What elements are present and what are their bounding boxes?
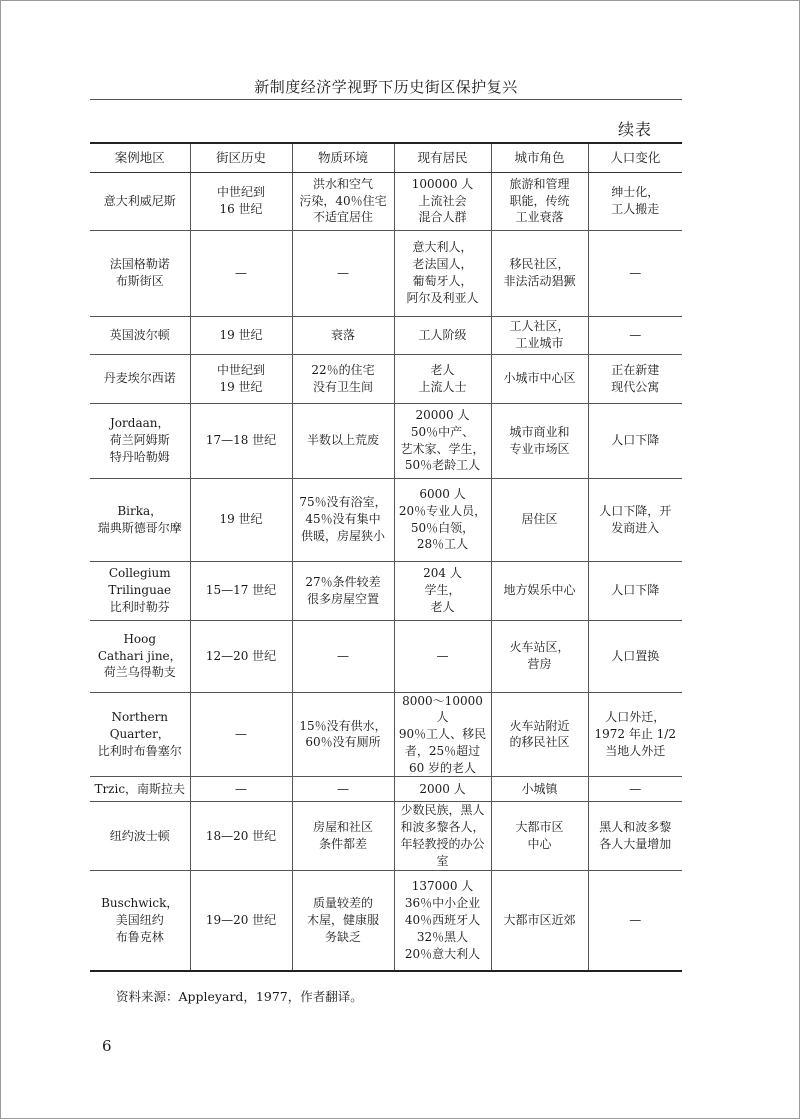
table-header-row — [90, 143, 682, 172]
table-cell: 衰落 — [292, 316, 394, 354]
table-cell: 法国格勒诺 布斯街区 — [90, 230, 190, 316]
table-cell: — — [588, 230, 682, 316]
table-cell: 137000 人 36％中小企业 40％西班牙人 32％黑人 20％意大利人 — [394, 870, 491, 971]
table-cell: 22％的住宅 没有卫生间 — [292, 354, 394, 403]
table-cell: 正在新建 现代公寓 — [588, 354, 682, 403]
table-cell: — — [190, 230, 292, 316]
table-cell: Hoog Cathari jine， 荷兰乌得勒支 — [90, 620, 190, 692]
table-cell: 人口下降，开 发商进入 — [588, 478, 682, 561]
table-row — [90, 172, 682, 230]
page-number: 6 — [102, 1037, 112, 1055]
table-cell: 15％没有供水， 60％没有厕所 — [292, 692, 394, 777]
table-cell: 大都市区近郊 — [491, 870, 588, 971]
table-cell: 204 人 学生， 老人 — [394, 561, 491, 620]
table-cell: — — [394, 620, 491, 692]
table-cell: 15—17 世纪 — [190, 561, 292, 620]
table-cell: 黑人和波多黎 各人大量增加 — [588, 802, 682, 870]
table-cell: 人口置换 — [588, 620, 682, 692]
table-cell: 17—18 世纪 — [190, 403, 292, 478]
table-cell: 旅游和管理 职能，传统 工业衰落 — [491, 172, 588, 230]
table-cell: 居住区 — [491, 478, 588, 561]
table-cell: 城市商业和 专业市场区 — [491, 403, 588, 478]
table-cell: — — [190, 777, 292, 802]
table-cell: 小城市中心区 — [491, 354, 588, 403]
table-cell: — — [588, 777, 682, 802]
table-cell: Birka， 瑞典斯德哥尔摩 — [90, 478, 190, 561]
table-cell: Trzic，南斯拉夫 — [90, 777, 190, 802]
table-cell: 小城镇 — [491, 777, 588, 802]
table-cell: Buschwick， 美国纽约 布鲁克林 — [90, 870, 190, 971]
table-row — [90, 870, 682, 971]
table-cell: 6000 人 20％专业人员， 50％白领， 28％工人 — [394, 478, 491, 561]
table-cell: 12—20 世纪 — [190, 620, 292, 692]
header-city-role: 城市角色 — [491, 143, 588, 172]
table-cell: — — [292, 777, 394, 802]
table-cell: 27％条件较差 很多房屋空置 — [292, 561, 394, 620]
table-cell: 人口下降 — [588, 561, 682, 620]
table-row — [90, 561, 682, 620]
case-table — [90, 142, 682, 972]
table-cell: 火车站区， 营房 — [491, 620, 588, 692]
table-row — [90, 403, 682, 478]
table-cell: — — [292, 230, 394, 316]
table-cell: — — [292, 620, 394, 692]
header-rule — [90, 99, 682, 100]
table-cell: 英国波尔顿 — [90, 316, 190, 354]
table-cell: 半数以上荒废 — [292, 403, 394, 478]
table-cell: 人口下降 — [588, 403, 682, 478]
table-cell: Jordaan， 荷兰阿姆斯 特丹哈勒姆 — [90, 403, 190, 478]
table-cell: 20000 人 50％中产、 艺术家、学生， 50％老龄工人 — [394, 403, 491, 478]
table-cell: 8000～10000 人 90％工人、移民 者，25％超过 60 岁的老人 — [394, 692, 491, 777]
table-cell: 19 世纪 — [190, 478, 292, 561]
table-cell: 19 世纪 — [190, 316, 292, 354]
table-cell: 19—20 世纪 — [190, 870, 292, 971]
header-residents: 现有居民 — [394, 143, 491, 172]
table-cell: 地方娱乐中心 — [491, 561, 588, 620]
table-cell: 人口外迁， 1972 年止 1/2 当地人外迁 — [588, 692, 682, 777]
table-row — [90, 354, 682, 403]
table-cell: 火车站附近 的移民社区 — [491, 692, 588, 777]
table-cell: 房屋和社区 条件都差 — [292, 802, 394, 870]
table-cell: 75％没有浴室， 45％没有集中 供暖，房屋狭小 — [292, 478, 394, 561]
table-cell: 丹麦埃尔西诺 — [90, 354, 190, 403]
table-row — [90, 802, 682, 870]
table-cell: 中世纪到 16 世纪 — [190, 172, 292, 230]
table-cell: 绅士化， 工人搬走 — [588, 172, 682, 230]
table-cell: 质量较差的 木屋，健康服 务缺乏 — [292, 870, 394, 971]
table-cell: — — [190, 692, 292, 777]
table-cell: Northern Quarter， 比利时布鲁塞尔 — [90, 692, 190, 777]
table-cell: — — [588, 870, 682, 971]
table-cell: 移民社区， 非法活动猖獗 — [491, 230, 588, 316]
table-cell: 18—20 世纪 — [190, 802, 292, 870]
table-row — [90, 316, 682, 354]
table-cell: — — [588, 316, 682, 354]
table-cell: 少数民族，黑人 和波多黎各人， 年轻教授的办公室 — [394, 802, 491, 870]
table-cell: 老人 上流人士 — [394, 354, 491, 403]
continued-label: 续表 — [618, 120, 653, 139]
table-cell: 工人社区， 工业城市 — [491, 316, 588, 354]
table-cell: 纽约波士顿 — [90, 802, 190, 870]
header-physical-environment: 物质环境 — [292, 143, 394, 172]
table-cell: Collegium Trilinguae 比利时勒芬 — [90, 561, 190, 620]
table-row — [90, 478, 682, 561]
table-cell: 洪水和空气 污染，40％住宅 不适宜居住 — [292, 172, 394, 230]
table-cell: 意大利人， 老法国人， 葡萄牙人， 阿尔及利亚人 — [394, 230, 491, 316]
table-cell: 100000 人 上流社会 混合人群 — [394, 172, 491, 230]
table-cell: 工人阶级 — [394, 316, 491, 354]
table-row — [90, 692, 682, 777]
source-note: 资料来源：Appleyard，1977，作者翻译。 — [116, 989, 363, 1004]
header-history: 街区历史 — [190, 143, 292, 172]
table-row — [90, 777, 682, 802]
table-cell: 中世纪到 19 世纪 — [190, 354, 292, 403]
table-cell: 2000 人 — [394, 777, 491, 802]
header-population-change: 人口变化 — [588, 143, 682, 172]
table-cell: 大都市区 中心 — [491, 802, 588, 870]
table-cell: 意大利威尼斯 — [90, 172, 190, 230]
table-row — [90, 620, 682, 692]
header-case-area: 案例地区 — [90, 143, 190, 172]
running-head: 新制度经济学视野下历史街区保护复兴 — [254, 78, 518, 96]
table-row — [90, 230, 682, 316]
